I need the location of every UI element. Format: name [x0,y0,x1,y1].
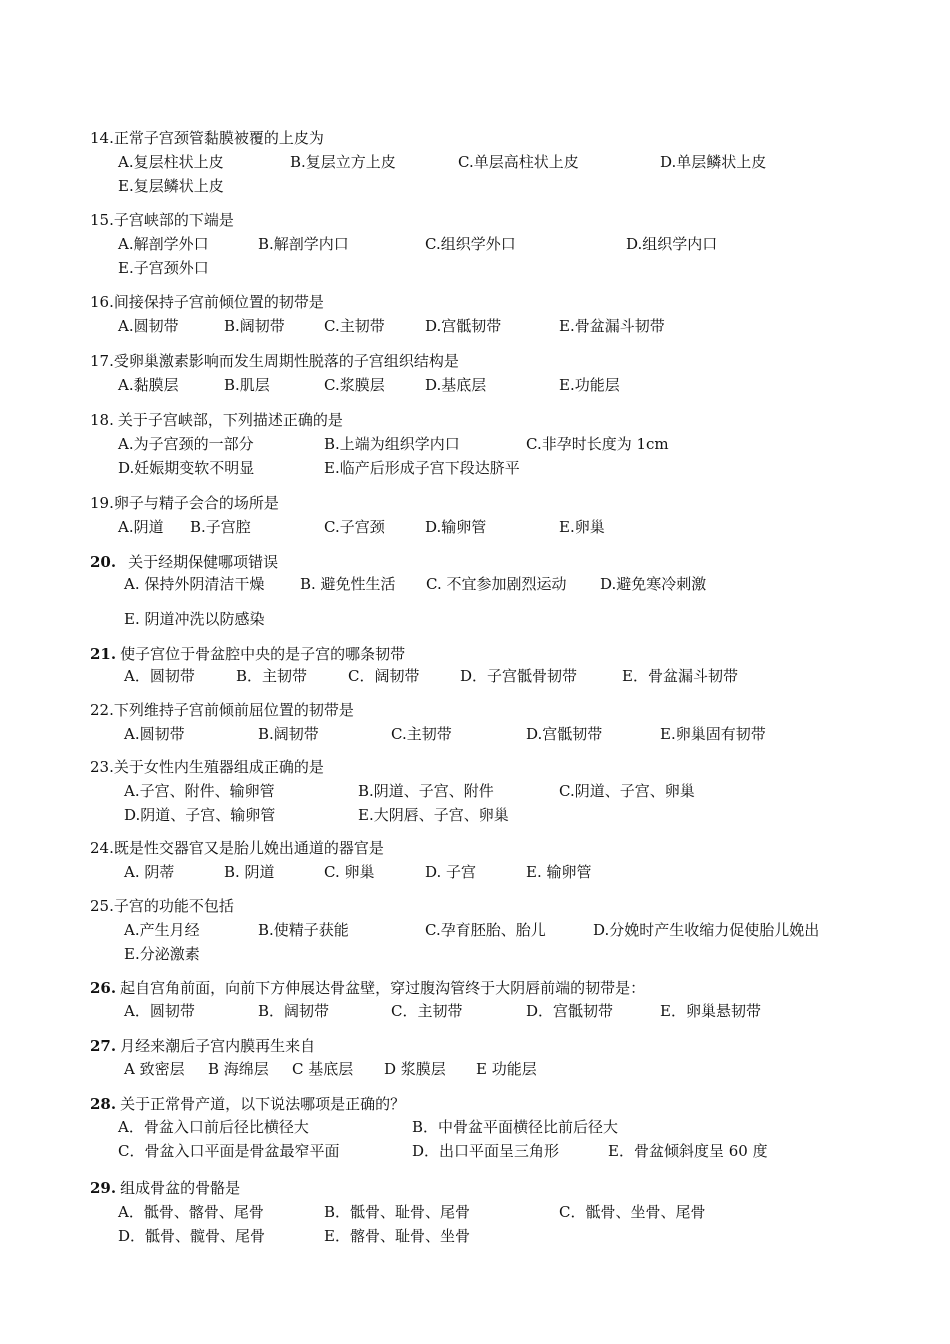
question-number: 29. [90,1179,117,1197]
option-b: B.复层立方上皮 [290,153,396,171]
option-c: C.子宫颈 [324,518,385,536]
question-text: 使子宫位于骨盆腔中央的是子宫的哪条韧带 [120,645,406,663]
question-number: 27. [90,1037,117,1055]
option-b: B.阔韧带 [258,725,319,743]
option-a: A. 保持外阴清洁干燥 [124,575,265,593]
question-stem [90,351,459,371]
option-c: C．主韧带 [391,1002,463,1020]
option-a: A．骨盆入口前后径比横径大 [118,1118,309,1136]
question-text: 下列维持子宫前倾前屈位置的韧带是 [113,701,354,719]
question-text: 卵子与精子会合的场所是 [113,494,279,512]
option-d: D．子宫骶骨韧带 [460,667,578,685]
option-b: B．主韧带 [236,667,308,685]
question-number: 23. [90,758,114,776]
option-c: C．阔韧带 [348,667,420,685]
option-a: A 致密层 [124,1060,185,1078]
option-b: B.阴道、子宫、附件 [358,782,494,800]
question-text: 子宫的功能不包括 [113,897,234,915]
question-stem [90,1094,405,1114]
option-b: B 海绵层 [208,1060,269,1078]
option-b: B.使精子获能 [258,921,349,939]
option-e: E. 阴道冲洗以防感染 [124,610,265,628]
option-a: A．圆韧带 [124,1002,195,1020]
option-d: D.阴道、子宫、输卵管 [124,806,276,824]
option-d: D.输卵管 [425,518,487,536]
option-b: B. 避免性生活 [300,575,396,593]
question-stem [90,1036,315,1056]
question-text: 正常子宫颈管黏膜被覆的上皮为 [113,129,324,147]
option-c: C. 不宜参加剧烈运动 [426,575,567,593]
option-d: D.分娩时产生收缩力促使胎儿娩出 [593,921,820,939]
option-b: B.子宫腔 [190,518,251,536]
option-a: A．圆韧带 [124,667,195,685]
option-a: A.黏膜层 [118,376,179,394]
option-d: D．出口平面呈三角形 [412,1142,560,1160]
question-number: 17. [90,352,114,370]
question-text: 关于正常骨产道，以下说法哪项是正确的？ [120,1095,406,1113]
question-stem [90,896,234,916]
option-d: D.单层鳞状上皮 [660,153,767,171]
question-text: 关于经期保健哪项错误 [128,553,279,571]
option-d: D.避免寒冷刺激 [600,575,707,593]
question-number: 21. [90,645,117,663]
option-a: A.子宫、附件、输卵管 [124,782,275,800]
question-text: 间接保持子宫前倾位置的韧带是 [113,293,324,311]
option-d: D.宫骶韧带 [425,317,502,335]
option-e: E.子宫颈外口 [118,259,209,277]
option-c: C.单层高柱状上皮 [458,153,579,171]
question-text: 起自宫角前面，向前下方伸展达骨盆壁，穿过腹沟管终于大阴唇前端的韧带是： [120,979,646,997]
option-d: D.组织学内口 [626,235,718,253]
question-number: 22. [90,701,114,719]
option-d: D．骶骨、髋骨、尾骨 [118,1227,266,1245]
option-e: E.卵巢固有韧带 [660,725,766,743]
option-e: E．卵巢悬韧带 [660,1002,761,1020]
question-stem [90,128,324,148]
option-e: E.卵巢 [559,518,605,536]
option-b: B．中骨盆平面横径比前后径大 [412,1118,619,1136]
question-number: 24. [90,839,114,857]
question-stem [90,552,278,572]
question-stem [90,757,324,777]
question-number: 20. [90,553,117,571]
option-e: E.分泌激素 [124,945,200,963]
option-e: E．骨盆倾斜度呈 60 度 [608,1142,768,1160]
question-text: 组成骨盆的骨骼是 [120,1179,241,1197]
question-number: 18. [90,411,114,429]
option-c: C.主韧带 [391,725,452,743]
option-e: E.骨盆漏斗韧带 [559,317,665,335]
option-c: C．骨盆入口平面是骨盆最窄平面 [118,1142,340,1160]
option-e: E.复层鳞状上皮 [118,177,224,195]
option-b: B.解剖学内口 [258,235,349,253]
option-c: C.非孕时长度为 1cm [526,435,669,453]
option-b: B.上端为组织学内口 [324,435,460,453]
question-text: 关于子宫峡部，下列描述正确的是 [117,411,343,429]
question-number: 16. [90,293,114,311]
question-stem [90,644,405,664]
question-stem [90,292,324,312]
option-e: E 功能层 [476,1060,537,1078]
option-d: D.基底层 [425,376,487,394]
option-c: C.主韧带 [324,317,385,335]
option-c: C. 卵巢 [324,863,375,881]
option-d: D. 子宫 [425,863,477,881]
option-c: C．骶骨、坐骨、尾骨 [559,1203,706,1221]
option-b: B．阔韧带 [258,1002,330,1020]
option-a: A.为子宫颈的一部分 [118,435,254,453]
question-number: 19. [90,494,114,512]
option-c: C.孕育胚胎、胎儿 [425,921,546,939]
question-stem [90,493,279,513]
question-number: 25. [90,897,114,915]
option-c: C.浆膜层 [324,376,385,394]
option-a: A.圆韧带 [118,317,179,335]
option-d: D 浆膜层 [384,1060,446,1078]
option-a: A.产生月经 [124,921,200,939]
option-a: A.阴道 [118,518,164,536]
option-b: B. 阴道 [224,863,275,881]
question-text: 关于女性内生殖器组成正确的是 [113,758,324,776]
question-text: 月经来潮后子宫内膜再生来自 [120,1037,316,1055]
option-c: C.组织学外口 [425,235,516,253]
question-text: 受卵巢激素影响而发生周期性脱落的子宫组织结构是 [113,352,459,370]
question-number: 26. [90,979,117,997]
question-number: 15. [90,211,114,229]
option-b: B.肌层 [224,376,270,394]
option-a: A．骶骨、髂骨、尾骨 [118,1203,264,1221]
question-text: 既是性交器官又是胎儿娩出通道的器官是 [113,839,384,857]
question-stem [90,838,384,858]
option-c: C.阴道、子宫、卵巢 [559,782,695,800]
option-a: A.圆韧带 [124,725,185,743]
option-e: E.功能层 [559,376,620,394]
question-stem [90,700,354,720]
option-d: D.妊娠期变软不明显 [118,459,255,477]
option-a: A.解剖学外口 [118,235,209,253]
option-d: D.宫骶韧带 [526,725,603,743]
option-e: E. 输卵管 [526,863,592,881]
option-d: D．宫骶韧带 [526,1002,614,1020]
question-text: 子宫峡部的下端是 [113,211,234,229]
question-stem [90,410,343,430]
question-number: 14. [90,129,114,147]
option-e: E．髂骨、耻骨、坐骨 [324,1227,470,1245]
option-e: E.大阴唇、子宫、卵巢 [358,806,509,824]
question-number: 28. [90,1095,117,1113]
option-b: B．骶骨、耻骨、尾骨 [324,1203,471,1221]
option-e: E．骨盆漏斗韧带 [622,667,738,685]
option-a: A. 阴蒂 [124,863,175,881]
question-stem [90,978,645,998]
option-a: A.复层柱状上皮 [118,153,224,171]
option-b: B.阔韧带 [224,317,285,335]
question-stem [90,1178,240,1198]
option-e: E.临产后形成子宫下段达脐平 [324,459,520,477]
option-c: C 基底层 [292,1060,354,1078]
question-stem [90,210,234,230]
